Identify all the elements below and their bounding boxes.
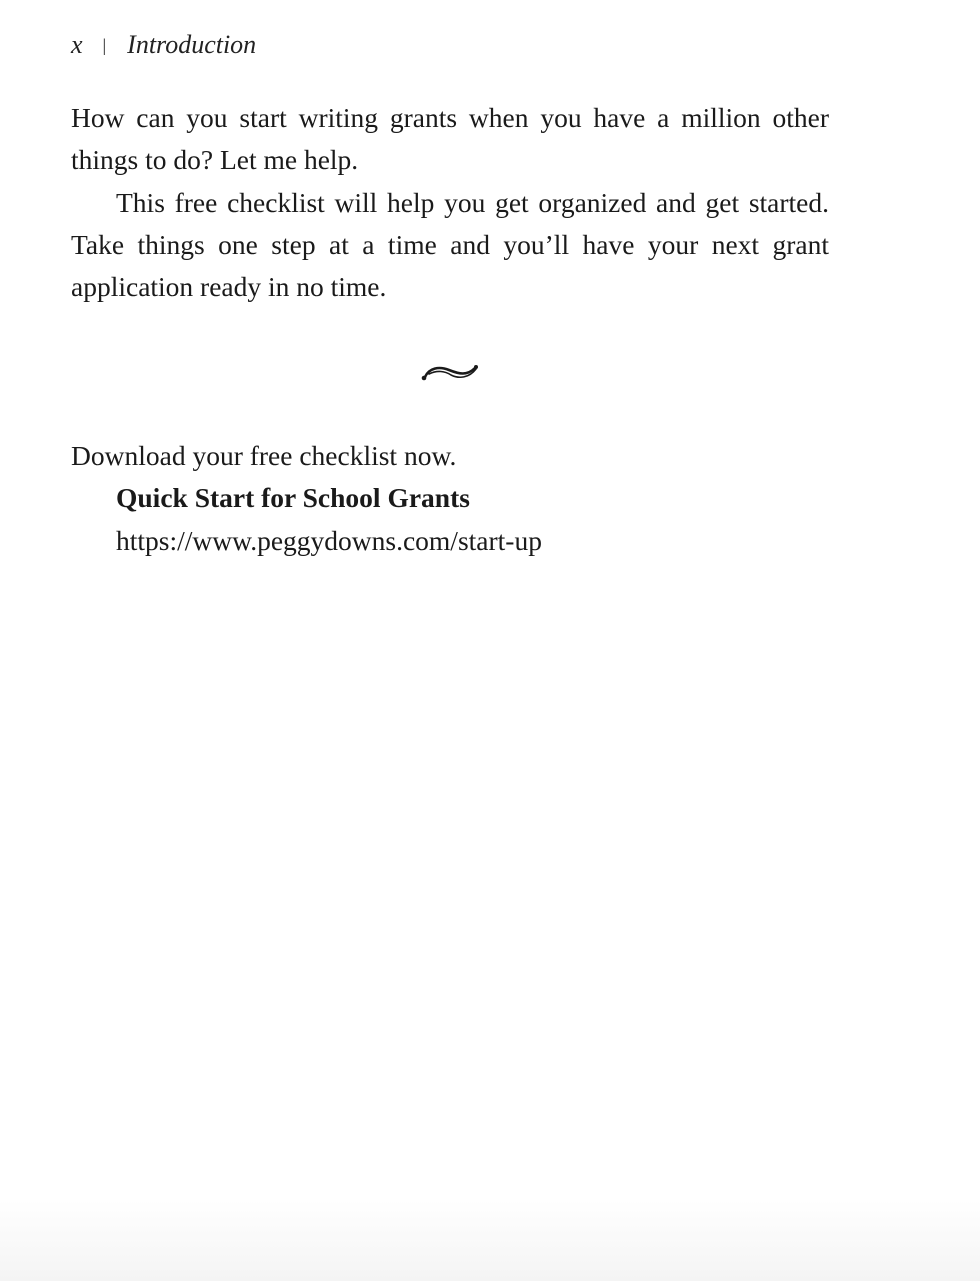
swash-ornament-icon xyxy=(419,356,481,386)
checklist-title: Quick Start for School Grants xyxy=(116,482,470,514)
header-separator: | xyxy=(102,35,107,55)
section-title: Introduction xyxy=(127,30,257,59)
body-text xyxy=(71,97,829,308)
paragraph: How can you start writing grants when you have a million other things to do? Let me help. xyxy=(71,102,829,176)
checklist-download-section xyxy=(71,435,542,562)
checklist-url-link[interactable]: https://www.peggydowns.com/start-up xyxy=(116,524,542,556)
page-number: x xyxy=(71,30,83,59)
running-head xyxy=(71,30,256,60)
cta-intro: Download your free checklist now. xyxy=(71,440,457,471)
paragraph: This free checklist will help you get organized and get started. Take things one step at a time and you’ll have your next grant application ready in no time. xyxy=(71,186,829,303)
